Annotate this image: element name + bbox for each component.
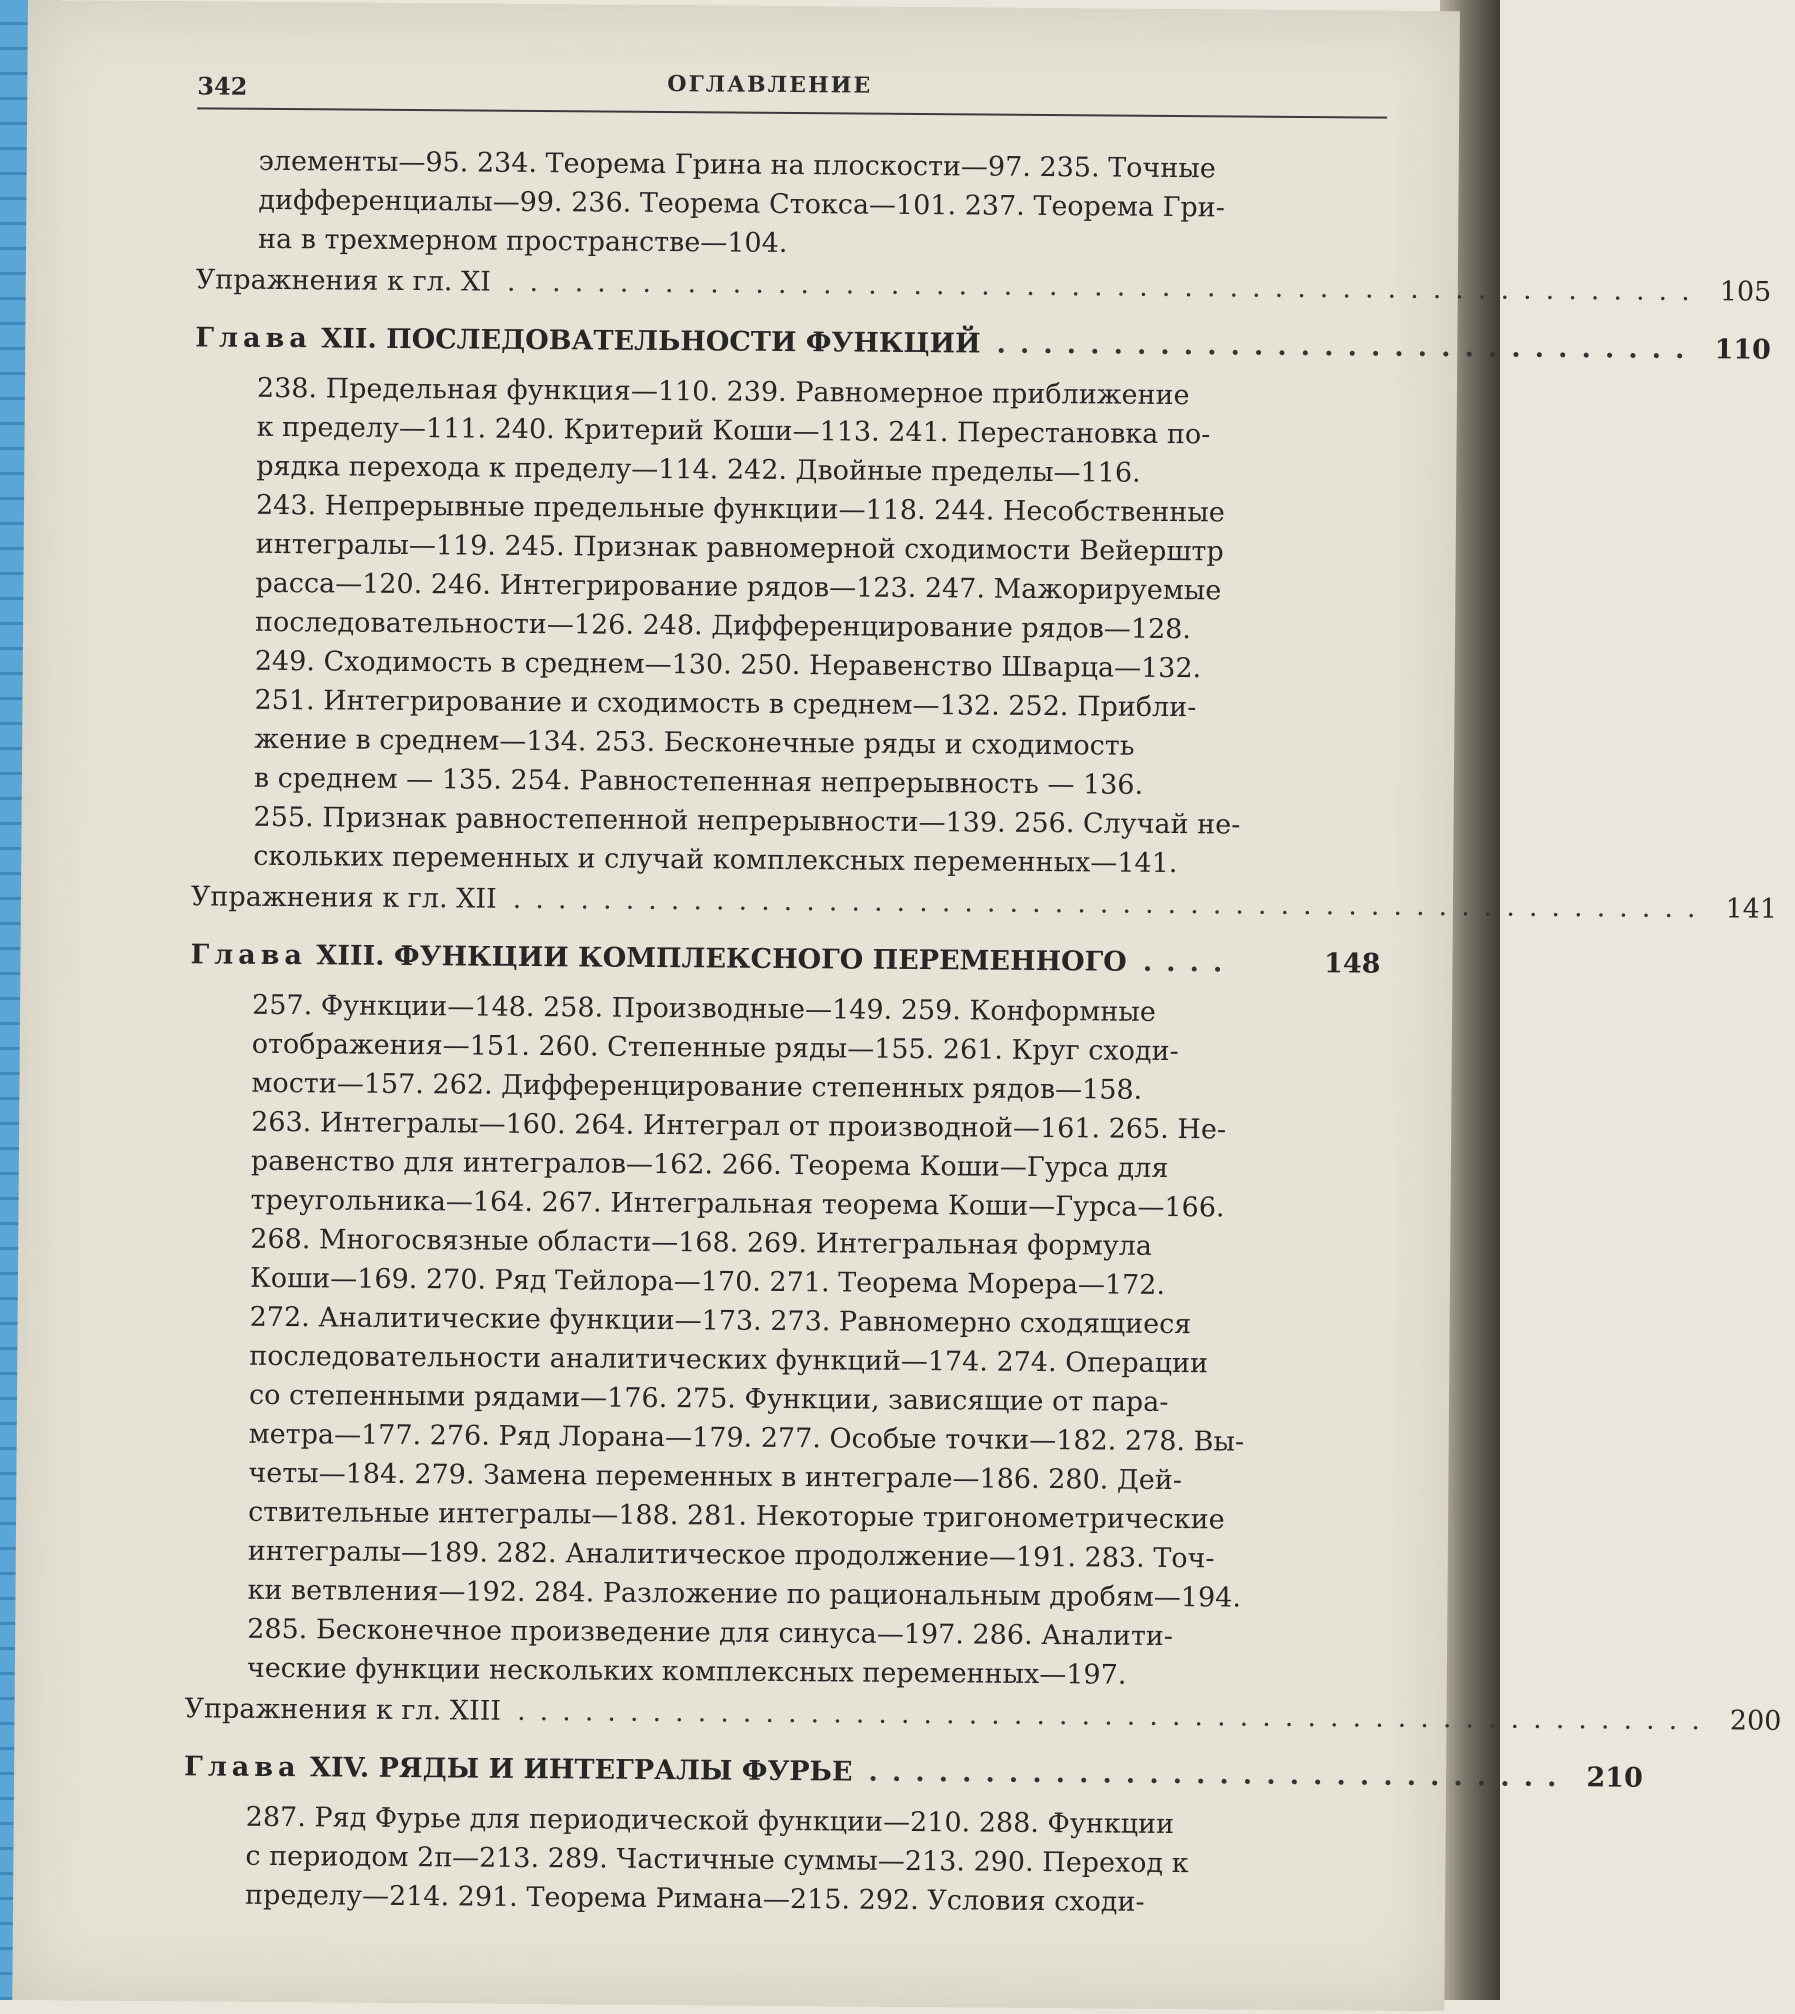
- toc-line: треугольника—164. 267. Интегральная теорема Коши—Гурса—166.: [250, 1184, 1225, 1224]
- toc-line: рядка перехода к пределу—114. 242. Двойные пределы—116.: [256, 450, 1141, 489]
- toc-line: ческие функции нескольких комплексных переменных—197.: [246, 1652, 1127, 1691]
- entry-page: 200: [1729, 1705, 1782, 1737]
- toc-line: расса—120. 246. Интегрирование рядов—123. 247. Мажорируемые: [255, 567, 1222, 607]
- chapter-word: Глава: [195, 322, 312, 355]
- chapter-word: Глава: [190, 939, 308, 972]
- dot-leader: ..............................: [996, 328, 1699, 366]
- table-of-contents: [183, 141, 1782, 1923]
- running-head: ОГЛАВЛЕНИЕ: [667, 71, 873, 99]
- toc-line: 249. Сходимость в среднем—130. 250. Неравенство Шварца—132.: [254, 645, 1202, 685]
- toc-entry-exercises-12[interactable]: [190, 877, 1778, 926]
- entry-label: Упражнения к гл. XII: [190, 881, 497, 915]
- entry-label: Упражнения к гл. XI: [195, 264, 492, 298]
- toc-line: скольких переменных и случай комплексных переменных—141.: [253, 840, 1178, 880]
- toc-line: 268. Многосвязные области—168. 269. Интегральная формула: [250, 1223, 1153, 1262]
- toc-line: равенство для интегралов—162. 266. Теорема Коши—Гурса для: [250, 1145, 1169, 1184]
- dot-leader: ....: [1142, 946, 1237, 979]
- toc-chapter-13[interactable]: [190, 935, 1380, 984]
- section-list-ch14: [183, 1797, 1374, 1923]
- chapter-label: [190, 935, 1127, 982]
- entry-page: 141: [1725, 893, 1778, 925]
- toc-line: элементы—95. 234. Теорема Грина на плоскости—97. 235. Точные: [258, 145, 1216, 185]
- toc-line: с периодом 2π—213. 289. Частичные суммы—213. 290. Переход к: [245, 1840, 1189, 1880]
- toc-line: метра—177. 276. Ряд Лорана—179. 277. Особые точки—182. 278. Вы-: [248, 1418, 1245, 1458]
- toc-line: 272. Аналитические функции—173. 273. Равномерно сходящиеся: [249, 1301, 1192, 1341]
- dot-leader: .....................................................: [516, 1695, 1714, 1737]
- toc-line: ки ветвления—192. 284. Разложение по рациональным дробям—194.: [247, 1574, 1242, 1614]
- entry-label: Упражнения к гл. XIII: [184, 1693, 502, 1727]
- toc-line: интегралы—189. 282. Аналитическое продолжение—191. 283. Точ-: [247, 1535, 1215, 1575]
- toc-line: на в трехмерном пространстве—104.: [258, 223, 788, 259]
- toc-line: в среднем — 135. 254. Равностепенная непрерывность — 136.: [253, 762, 1144, 801]
- toc-line: со степенными рядами—176. 275. Функции, зависящие от пара-: [248, 1379, 1169, 1418]
- page-number: 342: [197, 71, 248, 101]
- toc-line: 238. Предельная функция—110. 239. Равномерное приближение: [256, 372, 1190, 412]
- toc-chapter-12[interactable]: [195, 318, 1772, 367]
- chapter-page: 110: [1714, 334, 1772, 366]
- toc-line: ствительные интегралы—188. 281. Некоторые тригонометрические: [248, 1496, 1225, 1536]
- section-list-ch13: [185, 985, 1380, 1696]
- toc-line: последовательности—126. 248. Дифференцирование рядов—128.: [254, 606, 1192, 646]
- book-page: [12, 0, 1782, 2011]
- toc-line: четы—184. 279. Замена переменных в интеграле—186. 280. Дей-: [248, 1457, 1183, 1497]
- chapter-page: 148: [1323, 948, 1381, 980]
- toc-entry-exercises-13[interactable]: [184, 1689, 1782, 1738]
- toc-line: дифференциалы—99. 236. Теорема Стокса—101. 237. Теорема Гри-: [258, 184, 1225, 224]
- toc-line: 287. Ряд Фурье для периодической функции—210. 288. Функции: [245, 1801, 1175, 1841]
- section-list-ch12: [191, 368, 1385, 884]
- toc-line: интегралы—119. 245. Признак равномерной сходимости Вейерштр: [255, 528, 1224, 568]
- toc-line: 243. Непрерывные предельные функции—118. 244. Несобственные: [255, 489, 1225, 529]
- section-list-ch11-tail: [196, 141, 1387, 267]
- toc-line: 255. Признак равностепенной непрерывности—139. 256. Случай не-: [253, 801, 1241, 841]
- chapter-word: Глава: [184, 1751, 301, 1784]
- chapter-label: [195, 318, 981, 364]
- entry-page: 105: [1719, 276, 1772, 308]
- chapter-title: XII. ПОСЛЕДОВАТЕЛЬНОСТИ ФУНКЦИЙ: [321, 323, 981, 360]
- dot-leader: .....................................................: [512, 883, 1710, 925]
- toc-chapter-14[interactable]: [184, 1747, 1643, 1796]
- toc-line: 257. Функции—148. 258. Производные—149. 259. Конформные: [251, 989, 1156, 1028]
- dot-leader: .....................................................: [506, 266, 1704, 308]
- page-header: [197, 61, 1387, 118]
- toc-line: 285. Бесконечное произведение для синуса—197. 286. Аналити-: [247, 1613, 1174, 1653]
- toc-line: Коши—169. 270. Ряд Тейлора—170. 271. Теорема Морера—172.: [249, 1262, 1166, 1301]
- toc-line: 263. Интегралы—160. 264. Интеграл от производной—161. 265. Не-: [251, 1106, 1227, 1146]
- toc-entry-exercises-11[interactable]: [195, 260, 1772, 309]
- toc-line: последовательности аналитических функций—174. 274. Операции: [249, 1340, 1209, 1380]
- toc-line: отображения—151. 260. Степенные ряды—155. 261. Круг сходи-: [251, 1028, 1179, 1068]
- toc-line: 251. Интегрирование и сходимость в среднем—132. 252. Прибли-: [254, 684, 1197, 724]
- toc-line: мости—157. 262. Дифференцирование степенных рядов—158.: [251, 1067, 1143, 1106]
- chapter-page: 210: [1586, 1762, 1643, 1794]
- chapter-title: XIII. ФУНКЦИИ КОМПЛЕКСНОГО ПЕРЕМЕННОГО: [316, 940, 1127, 978]
- toc-line: к пределу—111. 240. Критерий Коши—113. 241. Перестановка по-: [256, 411, 1211, 451]
- chapter-title: XIV. РЯДЫ И ИНТЕГРАЛЫ ФУРЬЕ: [309, 1752, 853, 1788]
- toc-line: пределу—214. 291. Теорема Римана—215. 292. Условия сходи-: [244, 1879, 1145, 1918]
- chapter-label: [184, 1747, 853, 1792]
- toc-line: жение в среднем—134. 253. Бесконечные ряды и сходимость: [254, 723, 1135, 762]
- dot-leader: ..............................: [868, 1756, 1571, 1794]
